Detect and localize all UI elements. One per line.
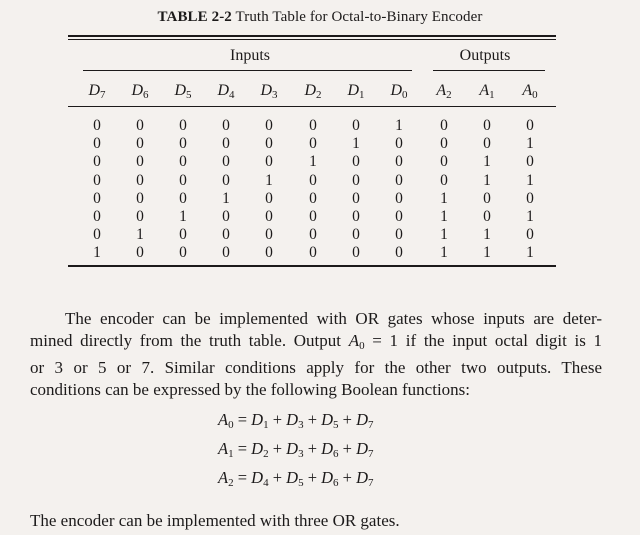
table-cell: 0 [136,244,144,262]
table-cell: 0 [526,189,534,207]
table-cell: 1 [136,226,144,244]
table-cell: 0 [395,171,403,189]
table-cell: 0 [440,153,448,171]
table-cell: 0 [395,153,403,171]
table-cell: 0 [395,226,403,244]
table-cell: 1 [93,244,101,262]
column-header: $D_7$ [88,82,106,101]
table-cell: 0 [93,208,101,225]
table-cell: 0 [352,244,360,262]
table-title: Truth Table for Octal-to-Binary Encoder [235,9,483,25]
table-cell: 0 [526,226,534,244]
table-cell: 0 [483,135,491,153]
table-cell: 0 [352,117,360,134]
table-cell: 0 [179,226,187,244]
closing-sentence: The encoder can be implemented with three OR gates. [30,511,400,530]
equation: $A_2 = D_4 + D_5 + D_6 + D_7$ [218,468,374,489]
table-cell: 0 [222,135,230,153]
table-cell: 0 [395,208,403,225]
table-cell: 0 [309,171,317,189]
table-cell: 1 [526,208,534,225]
table-cell: 0 [93,153,101,171]
table-bottom-rule [68,265,556,267]
column-header: $D_4$ [217,82,235,101]
table-cell: 0 [179,244,187,262]
table-cell: 1 [526,244,534,262]
table-cell: 1 [440,208,448,225]
table-cell: 0 [222,153,230,171]
column-header: $D_0$ [390,82,408,101]
table-cell: 0 [222,171,230,189]
table-cell: 0 [395,135,403,153]
table-cell: 0 [222,208,230,225]
table-cell: 0 [136,135,144,153]
table-cell: 1 [440,189,448,207]
table-cell: 0 [265,153,273,171]
equation: $A_1 = D_2 + D_3 + D_6 + D_7$ [218,439,374,460]
outputs-group-rule [433,70,545,71]
paragraph-line: The encoder can be implemented with OR gates whose inputs are deter- [65,309,602,328]
table-cell: 1 [309,153,317,171]
table-cell: 0 [352,171,360,189]
table-cell: 0 [352,189,360,207]
table-cell: 0 [440,171,448,189]
table-cell: 0 [93,135,101,153]
table-cell: 0 [179,189,187,207]
table-cell: 0 [309,117,317,134]
body-paragraph [30,308,602,401]
inputs-group-rule [83,70,412,71]
table-cell: 0 [179,153,187,171]
table-cell: 1 [179,208,187,225]
table-cell: 0 [352,208,360,225]
table-cell: 0 [395,244,403,262]
table-cell: 0 [440,117,448,134]
table-cell: 0 [136,117,144,134]
outputs-heading: Outputs [459,47,511,64]
inputs-heading: Inputs [230,47,270,64]
table-number: TABLE 2-2 [157,9,232,25]
table-cell: 0 [265,135,273,153]
paragraph-line: or 3 or 5 or 7. Similar conditions apply for the other two outputs. These [30,358,602,377]
table-cell: 1 [483,244,491,262]
table-cell: 1 [440,226,448,244]
table-cell: 0 [93,171,101,189]
table-cell: 0 [136,208,144,225]
table-cell: 0 [222,244,230,262]
column-header: $D_5$ [174,82,192,101]
equation: $A_0 = D_1 + D_3 + D_5 + D_7$ [218,410,374,431]
table-cell: 0 [136,189,144,207]
table-cell: 0 [265,117,273,134]
table-cell: 1 [440,244,448,262]
table-cell: 0 [526,117,534,134]
table-cell: 0 [483,208,491,225]
column-header: $A_2$ [436,82,452,101]
column-header: $A_0$ [522,82,538,101]
table-cell: 1 [265,171,273,189]
table-cell: 0 [352,153,360,171]
column-header: $D_2$ [304,82,322,101]
table-cell: 0 [93,189,101,207]
table-cell: 1 [483,226,491,244]
table-cell: 1 [222,189,230,207]
table-cell: 1 [395,117,403,134]
table-cell: 0 [93,226,101,244]
column-header: $D_1$ [347,82,365,101]
table-cell: 0 [179,135,187,153]
table-cell: 0 [395,189,403,207]
table-cell: 0 [136,153,144,171]
table-cell: 1 [352,135,360,153]
column-header: $D_6$ [131,82,149,101]
table-cell: 0 [440,135,448,153]
table-cell: 0 [309,244,317,262]
table-cell: 0 [309,208,317,225]
table-cell: 1 [526,171,534,189]
table-cell: 0 [93,117,101,134]
table-cell: 1 [483,171,491,189]
table-caption [0,9,640,26]
paragraph-line: conditions can be expressed by the following Boolean functions: [30,380,471,399]
table-cell: 0 [309,135,317,153]
table-cell: 0 [222,226,230,244]
table-cell: 0 [179,117,187,134]
column-header: $D_3$ [260,82,278,101]
table-cell: 1 [526,135,534,153]
header-rule [68,106,556,107]
table-cell: 0 [309,226,317,244]
paragraph-line: mined directly from the truth table. Output $A_0 = 1$ if the input octal digit is 1 [30,331,603,352]
table-cell: 0 [483,117,491,134]
table-cell: 0 [526,153,534,171]
table-top-rule-2 [68,39,556,40]
table-top-rule [68,35,556,37]
table-cell: 0 [483,189,491,207]
table-cell: 0 [265,226,273,244]
table-cell: 0 [265,189,273,207]
table-cell: 0 [136,171,144,189]
table-cell: 0 [265,244,273,262]
table-cell: 0 [179,171,187,189]
table-cell: 1 [483,153,491,171]
table-cell: 0 [265,208,273,225]
column-header: $A_1$ [479,82,495,101]
table-cell: 0 [222,117,230,134]
table-cell: 0 [309,189,317,207]
table-cell: 0 [352,226,360,244]
